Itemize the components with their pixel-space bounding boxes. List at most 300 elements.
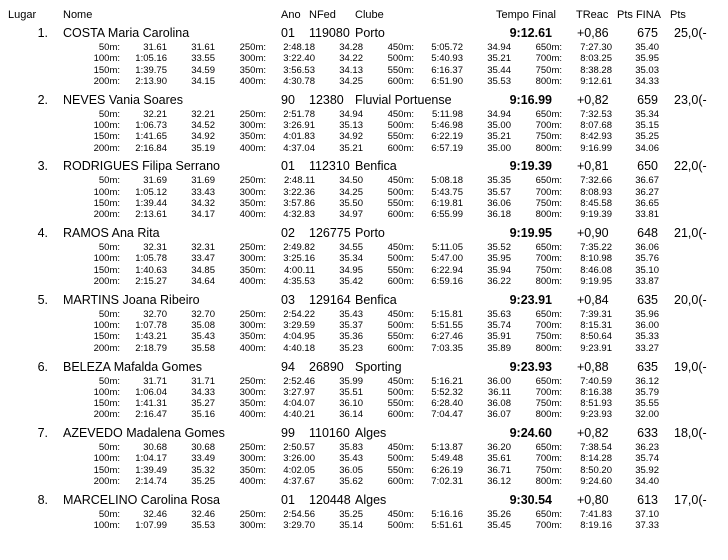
split-distance: 650m: bbox=[535, 242, 562, 254]
reaction-time: +0,84 bbox=[577, 292, 609, 307]
final-time: 9:30.54 bbox=[509, 492, 552, 507]
split-distance: 800m: bbox=[535, 75, 562, 87]
split-cumulative-time: 2:15.27 bbox=[135, 275, 167, 287]
split-cumulative-time: 9:23.93 bbox=[580, 409, 612, 421]
split-distance: 50m: bbox=[98, 508, 120, 520]
col-treac: TReac bbox=[576, 9, 609, 21]
split-cumulative-time: 4:30.78 bbox=[283, 75, 315, 87]
athlete-result bbox=[0, 360, 728, 427]
split-lap-time: 34.97 bbox=[339, 209, 363, 221]
split-lap-time: 35.14 bbox=[339, 520, 363, 532]
split-cumulative-time: 1:04.17 bbox=[135, 453, 167, 465]
split-distance: 550m: bbox=[387, 64, 414, 76]
split-lap-time: 34.94 bbox=[487, 42, 511, 53]
club: Porto bbox=[355, 26, 385, 40]
split-distance: 250m: bbox=[239, 308, 266, 320]
split-cumulative-time: 2:54.56 bbox=[283, 508, 315, 520]
split-lap-time: 35.40 bbox=[635, 42, 659, 53]
split-cumulative-time: 5:40.93 bbox=[431, 53, 463, 65]
split-lap-time: 34.13 bbox=[339, 64, 363, 76]
split-lap-time: 35.25 bbox=[339, 508, 363, 520]
split-distance: 800m: bbox=[535, 275, 562, 287]
split-cumulative-time: 5:49.48 bbox=[431, 453, 463, 465]
place: 7. bbox=[37, 426, 48, 441]
split-distance: 500m: bbox=[387, 253, 414, 265]
split-distance: 700m: bbox=[535, 320, 562, 332]
split-lap-time: 32.70 bbox=[191, 308, 215, 320]
split-distance: 200m: bbox=[93, 142, 120, 154]
split-cumulative-time: 31.61 bbox=[143, 42, 167, 53]
split-distance: 100m: bbox=[93, 119, 120, 131]
split-cumulative-time: 2:48.11 bbox=[284, 175, 315, 187]
split-lap-time: 31.69 bbox=[191, 175, 215, 187]
split-distance: 650m: bbox=[535, 375, 562, 387]
split-cumulative-time: 5:46.98 bbox=[431, 119, 463, 131]
split-cumulative-time: 6:22.94 bbox=[431, 264, 463, 276]
split-lap-time: 35.03 bbox=[635, 64, 659, 76]
club: Alges bbox=[355, 492, 387, 507]
split-distance: 450m: bbox=[387, 175, 414, 187]
points: 20,0(- bbox=[674, 292, 707, 307]
split-distance: 600m: bbox=[387, 142, 414, 154]
split-distance: 350m: bbox=[239, 264, 266, 276]
split-lap-time: 35.55 bbox=[635, 398, 659, 410]
split-cumulative-time: 4:02.05 bbox=[283, 464, 315, 476]
split-lap-time: 36.06 bbox=[635, 242, 659, 254]
split-distance: 500m: bbox=[387, 53, 414, 65]
split-distance: 400m: bbox=[239, 142, 266, 154]
split-cumulative-time: 1:06.04 bbox=[135, 386, 167, 398]
split-lap-time: 35.08 bbox=[191, 320, 215, 332]
split-cumulative-time: 2:16.84 bbox=[135, 142, 167, 154]
split-lap-time: 35.83 bbox=[339, 442, 363, 454]
split-distance: 300m: bbox=[239, 386, 266, 398]
split-cumulative-time: 1:05.16 bbox=[135, 53, 167, 65]
split-cumulative-time: 7:32.53 bbox=[580, 108, 612, 120]
col-lugar: Lugar bbox=[8, 9, 37, 21]
split-distance: 500m: bbox=[387, 386, 414, 398]
split-distance: 400m: bbox=[239, 275, 266, 287]
athlete-result bbox=[0, 226, 728, 293]
split-distance: 400m: bbox=[239, 75, 266, 87]
split-distance: 200m: bbox=[93, 75, 120, 87]
split-cumulative-time: 6:51.90 bbox=[431, 75, 463, 87]
split-lap-time: 35.33 bbox=[635, 331, 659, 343]
split-distance: 500m: bbox=[387, 186, 414, 198]
split-cumulative-time: 6:26.19 bbox=[431, 464, 463, 476]
split-lap-time: 35.62 bbox=[339, 476, 363, 488]
split-cumulative-time: 5:11.05 bbox=[432, 242, 463, 254]
athlete-result bbox=[0, 493, 728, 560]
split-distance: 700m: bbox=[535, 119, 562, 131]
split-cumulative-time: 6:16.37 bbox=[431, 64, 463, 76]
split-distance: 650m: bbox=[535, 42, 562, 53]
split-lap-time: 34.95 bbox=[339, 264, 363, 276]
split-lap-time: 35.43 bbox=[191, 331, 215, 343]
split-cumulative-time: 7:32.66 bbox=[580, 175, 612, 187]
split-lap-time: 34.64 bbox=[191, 275, 215, 287]
split-cumulative-time: 32.31 bbox=[143, 242, 167, 254]
split-cumulative-time: 3:56.53 bbox=[283, 64, 315, 76]
split-cumulative-time: 1:07.78 bbox=[135, 320, 167, 332]
athlete-name: COSTA Maria Carolina bbox=[63, 26, 190, 40]
club: Alges bbox=[355, 426, 387, 441]
split-lap-time: 35.74 bbox=[635, 453, 659, 465]
split-cumulative-time: 2:54.22 bbox=[283, 308, 315, 320]
split-cumulative-time: 32.21 bbox=[143, 108, 167, 120]
col-pts: Pts bbox=[670, 9, 686, 21]
split-lap-time: 32.46 bbox=[191, 508, 215, 520]
final-time: 9:12.61 bbox=[509, 26, 552, 40]
split-distance: 150m: bbox=[93, 464, 120, 476]
split-cumulative-time: 9:24.60 bbox=[580, 476, 612, 488]
split-cumulative-time: 2:48.18 bbox=[283, 42, 315, 53]
split-distance: 50m: bbox=[98, 375, 120, 387]
split-lap-time: 33.43 bbox=[191, 186, 215, 198]
split-distance: 700m: bbox=[535, 453, 562, 465]
split-cumulative-time: 9:19.95 bbox=[580, 275, 612, 287]
split-distance: 150m: bbox=[93, 264, 120, 276]
split-lap-time: 35.95 bbox=[487, 253, 511, 265]
place: 4. bbox=[37, 226, 48, 241]
split-lap-time: 36.23 bbox=[635, 442, 659, 454]
split-lap-time: 35.10 bbox=[635, 264, 659, 276]
nfed-number: 126775 bbox=[309, 226, 351, 241]
split-lap-time: 33.81 bbox=[635, 209, 659, 221]
split-lap-time: 34.17 bbox=[191, 209, 215, 221]
fina-points: 635 bbox=[637, 359, 658, 374]
split-distance: 450m: bbox=[387, 308, 414, 320]
split-cumulative-time: 2:16.47 bbox=[135, 409, 167, 421]
birth-year: 99 bbox=[281, 426, 295, 441]
split-lap-time: 34.33 bbox=[635, 75, 659, 87]
split-lap-time: 30.68 bbox=[191, 442, 215, 454]
split-distance: 550m: bbox=[387, 331, 414, 343]
split-lap-time: 36.00 bbox=[635, 320, 659, 332]
split-cumulative-time: 8:50.20 bbox=[580, 464, 612, 476]
split-lap-time: 35.21 bbox=[487, 131, 511, 143]
place: 5. bbox=[37, 292, 48, 307]
split-cumulative-time: 8:42.93 bbox=[580, 131, 612, 143]
split-distance: 150m: bbox=[93, 64, 120, 76]
split-lap-time: 35.44 bbox=[487, 64, 511, 76]
split-lap-time: 34.55 bbox=[339, 242, 363, 254]
split-lap-time: 36.12 bbox=[487, 476, 511, 488]
split-cumulative-time: 4:35.53 bbox=[283, 275, 315, 287]
split-distance: 50m: bbox=[98, 242, 120, 254]
split-distance: 800m: bbox=[535, 142, 562, 154]
athlete-name: RAMOS Ana Rita bbox=[63, 226, 160, 241]
athlete-result bbox=[0, 159, 728, 226]
split-cumulative-time: 6:19.81 bbox=[431, 197, 463, 209]
split-lap-time: 35.25 bbox=[191, 476, 215, 488]
split-lap-time: 34.85 bbox=[191, 264, 215, 276]
split-lap-time: 34.22 bbox=[339, 53, 363, 65]
split-lap-time: 35.79 bbox=[635, 386, 659, 398]
split-cumulative-time: 5:08.18 bbox=[431, 175, 463, 187]
points: 18,0(- bbox=[674, 426, 707, 441]
points: 25,0(- bbox=[674, 26, 707, 40]
split-cumulative-time: 8:50.64 bbox=[580, 331, 612, 343]
split-cumulative-time: 2:50.57 bbox=[283, 442, 315, 454]
split-lap-time: 34.50 bbox=[339, 175, 363, 187]
split-lap-time: 35.57 bbox=[487, 186, 511, 198]
split-lap-time: 32.21 bbox=[191, 108, 215, 120]
athlete-result bbox=[0, 26, 728, 93]
split-distance: 650m: bbox=[535, 508, 562, 520]
split-lap-time: 35.25 bbox=[635, 131, 659, 143]
split-distance: 150m: bbox=[93, 131, 120, 143]
split-cumulative-time: 30.68 bbox=[143, 442, 167, 454]
split-cumulative-time: 2:14.74 bbox=[135, 476, 167, 488]
split-distance: 250m: bbox=[239, 242, 266, 254]
birth-year: 03 bbox=[281, 292, 295, 307]
split-distance: 800m: bbox=[535, 476, 562, 488]
split-cumulative-time: 3:26.91 bbox=[283, 119, 315, 131]
split-distance: 700m: bbox=[535, 186, 562, 198]
split-cumulative-time: 8:19.16 bbox=[580, 520, 612, 532]
split-distance: 250m: bbox=[239, 375, 266, 387]
split-distance: 750m: bbox=[535, 64, 562, 76]
birth-year: 01 bbox=[281, 159, 295, 174]
split-distance: 100m: bbox=[93, 386, 120, 398]
split-cumulative-time: 4:37.04 bbox=[283, 142, 315, 154]
split-distance: 700m: bbox=[535, 253, 562, 265]
reaction-time: +0,88 bbox=[577, 359, 609, 374]
split-cumulative-time: 8:16.38 bbox=[580, 386, 612, 398]
split-lap-time: 36.06 bbox=[487, 197, 511, 209]
split-cumulative-time: 32.46 bbox=[143, 508, 167, 520]
split-lap-time: 33.55 bbox=[191, 53, 215, 65]
split-lap-time: 35.43 bbox=[339, 453, 363, 465]
split-cumulative-time: 4:04.07 bbox=[283, 398, 315, 410]
split-lap-time: 35.00 bbox=[487, 142, 511, 154]
split-cumulative-time: 6:55.99 bbox=[431, 209, 463, 221]
split-distance: 600m: bbox=[387, 342, 414, 354]
split-distance: 350m: bbox=[239, 398, 266, 410]
split-cumulative-time: 1:39.44 bbox=[135, 197, 167, 209]
split-distance: 600m: bbox=[387, 209, 414, 221]
split-distance: 600m: bbox=[387, 476, 414, 488]
reaction-time: +0,81 bbox=[577, 159, 609, 174]
reaction-time: +0,86 bbox=[577, 26, 609, 40]
split-lap-time: 32.31 bbox=[191, 242, 215, 254]
final-time: 9:19.95 bbox=[509, 226, 552, 241]
split-cumulative-time: 6:27.46 bbox=[431, 331, 463, 343]
final-time: 9:16.99 bbox=[509, 92, 552, 107]
split-distance: 100m: bbox=[93, 520, 120, 532]
split-distance: 250m: bbox=[239, 42, 266, 53]
place: 1. bbox=[37, 26, 48, 40]
split-lap-time: 35.21 bbox=[339, 142, 363, 154]
split-distance: 50m: bbox=[98, 42, 120, 53]
split-cumulative-time: 4:04.95 bbox=[283, 331, 315, 343]
split-distance: 100m: bbox=[93, 186, 120, 198]
split-lap-time: 33.49 bbox=[191, 453, 215, 465]
split-cumulative-time: 5:15.81 bbox=[431, 308, 463, 320]
split-lap-time: 35.95 bbox=[635, 53, 659, 65]
split-lap-time: 34.59 bbox=[191, 64, 215, 76]
nfed-number: 12380 bbox=[309, 92, 344, 107]
split-lap-time: 35.99 bbox=[339, 375, 363, 387]
club: Fluvial Portuense bbox=[355, 92, 452, 107]
split-distance: 300m: bbox=[239, 253, 266, 265]
athlete-name: AZEVEDO Madalena Gomes bbox=[63, 426, 225, 441]
place: 2. bbox=[37, 92, 48, 107]
split-distance: 500m: bbox=[387, 520, 414, 532]
split-lap-time: 35.74 bbox=[487, 320, 511, 332]
split-lap-time: 35.51 bbox=[339, 386, 363, 398]
split-lap-time: 35.13 bbox=[339, 119, 363, 131]
points: 21,0(- bbox=[674, 226, 707, 241]
split-cumulative-time: 1:07.99 bbox=[135, 520, 167, 532]
split-distance: 450m: bbox=[387, 108, 414, 120]
split-cumulative-time: 2:51.78 bbox=[283, 108, 315, 120]
points: 17,0(- bbox=[674, 492, 707, 507]
split-cumulative-time: 2:18.79 bbox=[135, 342, 167, 354]
split-cumulative-time: 2:52.46 bbox=[283, 375, 315, 387]
split-lap-time: 35.27 bbox=[191, 398, 215, 410]
split-cumulative-time: 7:39.31 bbox=[580, 308, 612, 320]
split-distance: 500m: bbox=[387, 320, 414, 332]
athlete-name: MARCELINO Carolina Rosa bbox=[63, 492, 220, 507]
split-cumulative-time: 6:57.19 bbox=[431, 142, 463, 154]
split-cumulative-time: 31.71 bbox=[143, 375, 167, 387]
split-cumulative-time: 1:43.21 bbox=[135, 331, 167, 343]
split-distance: 550m: bbox=[387, 197, 414, 209]
athlete-result bbox=[0, 426, 728, 493]
split-lap-time: 35.43 bbox=[339, 308, 363, 320]
split-lap-time: 33.47 bbox=[191, 253, 215, 265]
split-cumulative-time: 1:40.63 bbox=[135, 264, 167, 276]
col-nfed: NFed bbox=[309, 9, 336, 21]
fina-points: 659 bbox=[637, 92, 658, 107]
split-cumulative-time: 5:52.32 bbox=[431, 386, 463, 398]
split-distance: 550m: bbox=[387, 464, 414, 476]
split-cumulative-time: 8:14.28 bbox=[580, 453, 612, 465]
split-lap-time: 35.15 bbox=[635, 119, 659, 131]
split-lap-time: 35.89 bbox=[487, 342, 511, 354]
split-cumulative-time: 1:05.12 bbox=[135, 186, 167, 198]
split-cumulative-time: 9:19.39 bbox=[580, 209, 612, 221]
split-cumulative-time: 6:59.16 bbox=[431, 275, 463, 287]
fina-points: 635 bbox=[637, 292, 658, 307]
split-lap-time: 35.92 bbox=[635, 464, 659, 476]
split-lap-time: 35.32 bbox=[191, 464, 215, 476]
split-lap-time: 36.05 bbox=[339, 464, 363, 476]
athlete-name: BELEZA Mafalda Gomes bbox=[63, 359, 202, 374]
split-cumulative-time: 1:41.31 bbox=[135, 398, 167, 410]
split-lap-time: 33.27 bbox=[635, 342, 659, 354]
place: 6. bbox=[37, 359, 48, 374]
split-cumulative-time: 8:07.68 bbox=[580, 119, 612, 131]
fina-points: 648 bbox=[637, 226, 658, 241]
split-lap-time: 36.12 bbox=[635, 375, 659, 387]
split-distance: 250m: bbox=[239, 175, 266, 187]
split-lap-time: 35.19 bbox=[191, 142, 215, 154]
col-pts-fina: Pts FINA bbox=[617, 9, 662, 21]
split-lap-time: 35.76 bbox=[635, 253, 659, 265]
col-nome: Nome bbox=[63, 9, 93, 21]
split-distance: 700m: bbox=[535, 53, 562, 65]
split-distance: 750m: bbox=[535, 331, 562, 343]
split-lap-time: 36.67 bbox=[635, 175, 659, 187]
final-time: 9:24.60 bbox=[509, 426, 552, 441]
split-cumulative-time: 8:38.28 bbox=[580, 64, 612, 76]
nfed-number: 110160 bbox=[309, 426, 350, 441]
split-distance: 300m: bbox=[239, 53, 266, 65]
col-tempo-final: Tempo Final bbox=[496, 9, 556, 21]
split-distance: 150m: bbox=[93, 398, 120, 410]
split-lap-time: 35.36 bbox=[339, 331, 363, 343]
split-lap-time: 31.61 bbox=[191, 42, 215, 53]
split-distance: 700m: bbox=[535, 520, 562, 532]
points: 23,0(- bbox=[674, 92, 707, 107]
split-lap-time: 36.00 bbox=[487, 375, 511, 387]
nfed-number: 120448 bbox=[309, 492, 351, 507]
split-lap-time: 36.65 bbox=[635, 197, 659, 209]
split-cumulative-time: 7:41.83 bbox=[580, 508, 612, 520]
split-lap-time: 34.25 bbox=[339, 75, 363, 87]
split-distance: 800m: bbox=[535, 409, 562, 421]
split-cumulative-time: 5:16.21 bbox=[431, 375, 463, 387]
split-lap-time: 34.92 bbox=[339, 131, 363, 143]
birth-year: 01 bbox=[281, 492, 295, 507]
split-distance: 50m: bbox=[98, 175, 120, 187]
split-distance: 150m: bbox=[93, 331, 120, 343]
split-cumulative-time: 9:12.61 bbox=[580, 75, 612, 87]
split-lap-time: 35.61 bbox=[487, 453, 511, 465]
split-cumulative-time: 6:22.19 bbox=[431, 131, 463, 143]
split-distance: 200m: bbox=[93, 342, 120, 354]
club: Benfica bbox=[355, 292, 397, 307]
col-clube: Clube bbox=[355, 9, 384, 21]
birth-year: 90 bbox=[281, 92, 295, 107]
club: Sporting bbox=[355, 359, 402, 374]
split-distance: 100m: bbox=[93, 453, 120, 465]
split-distance: 550m: bbox=[387, 131, 414, 143]
split-lap-time: 36.20 bbox=[487, 442, 511, 454]
place: 8. bbox=[37, 492, 48, 507]
split-cumulative-time: 3:29.70 bbox=[283, 520, 315, 532]
split-distance: 800m: bbox=[535, 342, 562, 354]
club: Porto bbox=[355, 226, 385, 241]
split-distance: 400m: bbox=[239, 409, 266, 421]
final-time: 9:19.39 bbox=[509, 159, 552, 174]
split-cumulative-time: 4:00.11 bbox=[284, 264, 315, 276]
split-cumulative-time: 4:40.21 bbox=[283, 409, 315, 421]
split-cumulative-time: 8:45.58 bbox=[580, 197, 612, 209]
birth-year: 02 bbox=[281, 226, 295, 241]
split-lap-time: 36.10 bbox=[339, 398, 363, 410]
split-lap-time: 36.11 bbox=[487, 386, 511, 398]
split-cumulative-time: 5:47.00 bbox=[431, 253, 463, 265]
split-cumulative-time: 3:22.36 bbox=[283, 186, 315, 198]
split-distance: 200m: bbox=[93, 275, 120, 287]
split-lap-time: 36.18 bbox=[487, 209, 511, 221]
split-distance: 300m: bbox=[239, 186, 266, 198]
split-cumulative-time: 4:01.83 bbox=[283, 131, 315, 143]
split-distance: 50m: bbox=[98, 308, 120, 320]
reaction-time: +0,80 bbox=[577, 492, 609, 507]
split-cumulative-time: 1:39.49 bbox=[135, 464, 167, 476]
points: 22,0(- bbox=[674, 159, 707, 174]
nfed-number: 119080 bbox=[309, 26, 350, 40]
split-cumulative-time: 1:06.73 bbox=[135, 119, 167, 131]
split-distance: 600m: bbox=[387, 75, 414, 87]
final-time: 9:23.91 bbox=[509, 292, 552, 307]
reaction-time: +0,90 bbox=[577, 226, 609, 241]
